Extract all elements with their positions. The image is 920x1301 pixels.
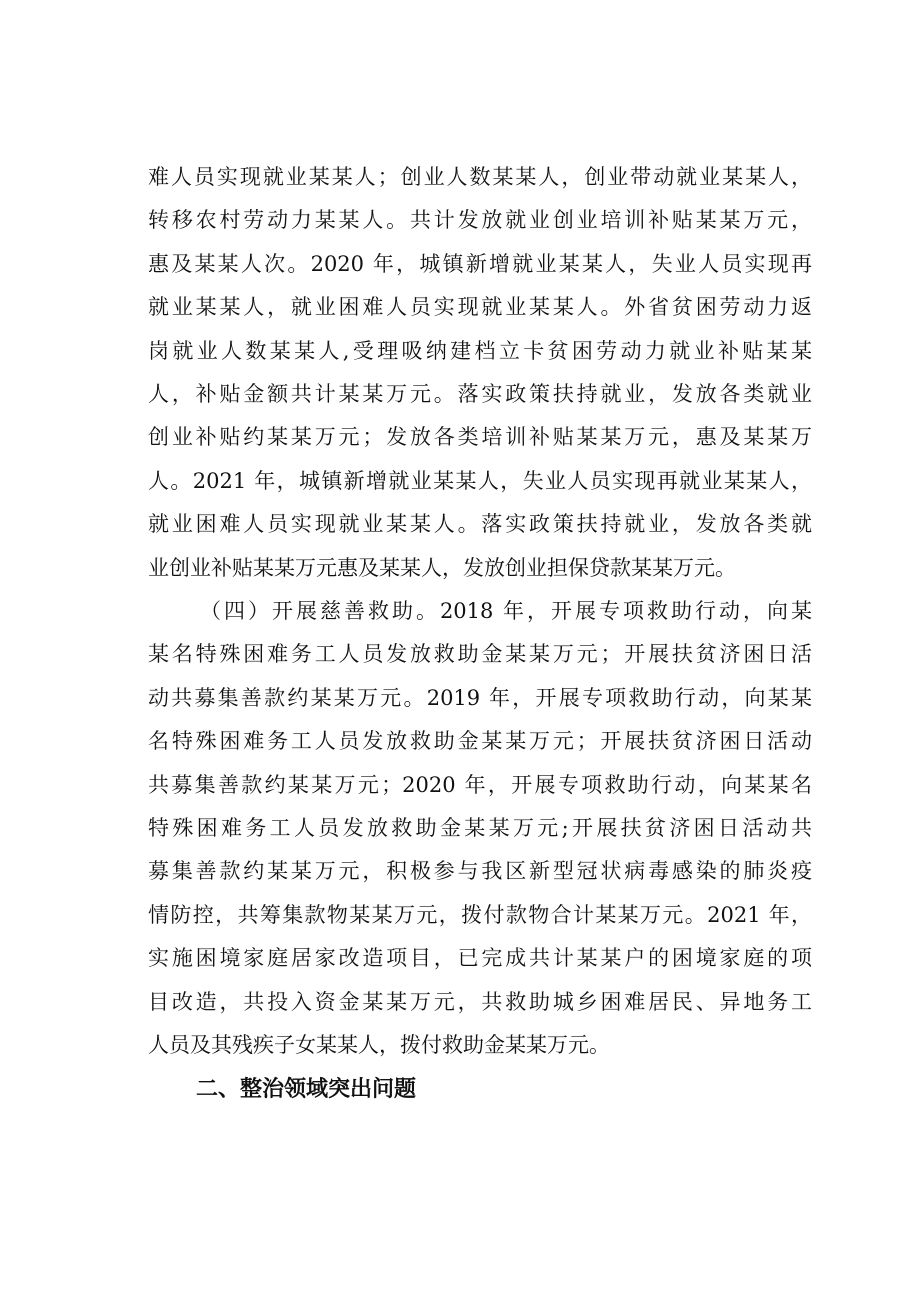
section-heading: 二、整治领域突出问题 — [196, 1077, 417, 1102]
paragraph-line: 实施困境家庭居家改造项目，已完成共计某某户的困境家庭的项 — [148, 946, 812, 971]
paragraph-line: 就业某某人，就业困难人员实现就业某某人。外省贫困劳动力返 — [148, 295, 812, 320]
paragraph-line: 动共募集善款约某某万元。2019 年，开展专项救助行动，向某某 — [148, 685, 812, 710]
paragraph-line: 目改造，共投入资金某某万元，共救助城乡困难居民、异地务工 — [148, 989, 812, 1014]
paragraph-line: 人，补贴金额共计某某万元。落实政策扶持就业，发放各类就业 — [148, 381, 812, 406]
paragraph-line: 难人员实现就业某某人；创业人数某某人，创业带动就业某某人， — [148, 165, 812, 189]
paragraph-line: 募集善款约某某万元，积极参与我区新型冠状病毒感染的肺炎疫 — [148, 859, 812, 884]
paragraph-line: 人员及其残疾子女某某人，拨付救助金某某万元。 — [148, 1032, 610, 1057]
paragraph-line: （四）开展慈善救助。2018 年，开展专项救助行动，向某 — [200, 599, 812, 623]
paragraph-line: 创业补贴约某某万元；发放各类培训补贴某某万元，惠及某某万 — [148, 425, 812, 450]
paragraph-line: 人。2021 年，城镇新增就业某某人，失业人员实现再就业某某人， — [148, 468, 812, 493]
paragraph-line: 共募集善款约某某万元；2020 年，开展专项救助行动，向某某名 — [148, 772, 812, 797]
paragraph-line: 情防控，共筹集款物某某万元，拨付款物合计某某万元。2021 年， — [148, 902, 812, 927]
paragraph-line: 某名特殊困难务工人员发放救助金某某万元；开展扶贫济困日活 — [148, 642, 812, 667]
paragraph-line: 业创业补贴某某万元惠及某某人，发放创业担保贷款某某万元。 — [148, 555, 736, 580]
paragraph-line: 名特殊困难务工人员发放救助金某某万元；开展扶贫济困日活动 — [148, 729, 812, 754]
paragraph-employment — [148, 156, 812, 590]
paragraph-line: 就业困难人员实现就业某某人。落实政策扶持就业，发放各类就 — [148, 512, 812, 537]
paragraph-charity-relief — [148, 590, 812, 1067]
paragraph-line: 岗就业人数某某人,受理吸纳建档立卡贫困劳动力就业补贴某某 — [148, 338, 812, 363]
paragraph-line: 转移农村劳动力某某人。共计发放就业创业培训补贴某某万元， — [148, 208, 812, 233]
paragraph-line: 惠及某某人次。2020 年，城镇新增就业某某人，失业人员实现再 — [148, 251, 812, 276]
paragraph-line: 特殊困难务工人员发放救助金某某万元;开展扶贫济困日活动共 — [148, 815, 812, 840]
